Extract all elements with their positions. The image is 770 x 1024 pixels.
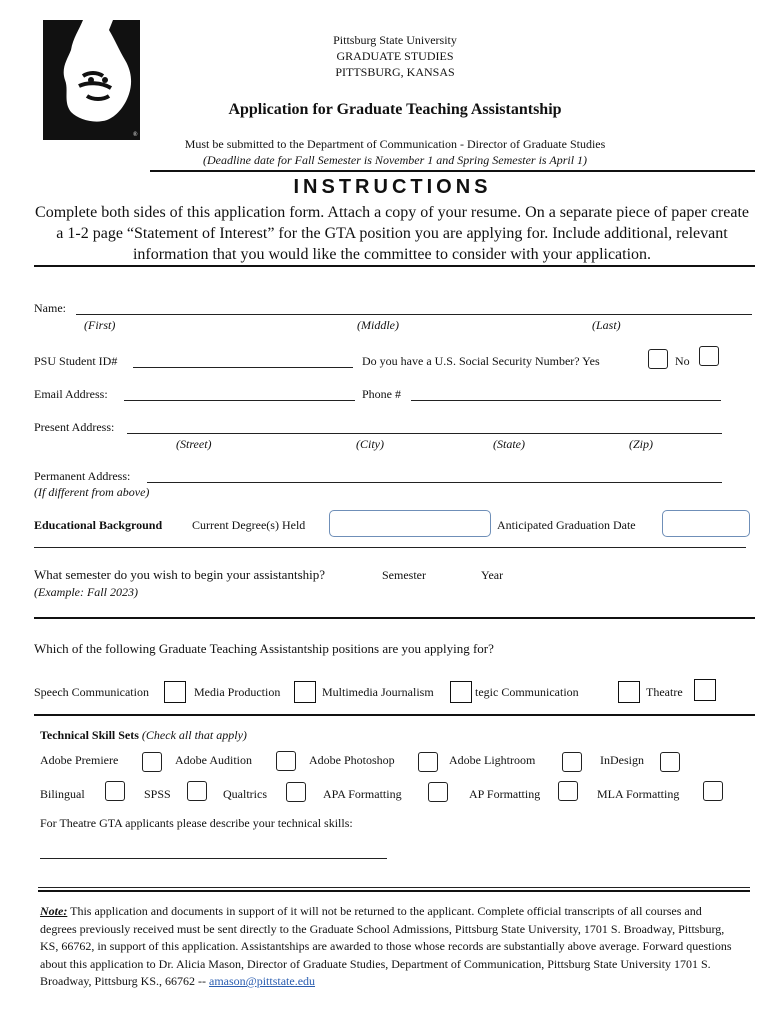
degree-label: Current Degree(s) Held [192, 518, 306, 532]
ssn-no-label: No [675, 354, 690, 368]
position-strategic-label: tegic Communication [475, 685, 579, 699]
positions-question: Which of the following Graduate Teaching Assistantship positions are you applying for? [34, 641, 494, 656]
skills-subheading: (Check all that apply) [141, 728, 247, 742]
email-input-line[interactable] [124, 400, 355, 401]
skill-lightroom-label: Adobe Lightroom [449, 753, 536, 767]
theatre-prompt: For Theatre GTA applicants please describe your technical skills: [40, 816, 353, 830]
department-name: GRADUATE STUDIES [336, 49, 454, 63]
student-id-input-line[interactable] [133, 367, 353, 368]
address-street-hint: (Street) [176, 437, 212, 451]
note-divider-1 [38, 887, 750, 888]
skill-qualtrics-label: Qualtrics [223, 787, 267, 801]
skill-bilingual-checkbox[interactable] [105, 781, 125, 801]
skill-apa-checkbox[interactable] [428, 782, 448, 802]
skill-audition-label: Adobe Audition [175, 753, 252, 767]
skill-qualtrics-checkbox[interactable] [286, 782, 306, 802]
ssn-yes-checkbox[interactable] [648, 349, 668, 369]
university-name: Pittsburg State University [333, 33, 457, 47]
position-speech-label: Speech Communication [34, 685, 149, 699]
present-address-input-line[interactable] [127, 433, 722, 434]
skill-bilingual-label: Bilingual [40, 787, 85, 801]
instructions-divider [34, 265, 755, 267]
skill-lightroom-checkbox[interactable] [562, 752, 582, 772]
skill-photoshop-checkbox[interactable] [418, 752, 438, 772]
note-divider-2 [38, 890, 750, 892]
position-media-label: Media Production [194, 685, 281, 699]
position-media-checkbox[interactable] [294, 681, 316, 703]
name-first-hint: (First) [84, 318, 116, 332]
skill-photoshop-label: Adobe Photoshop [309, 753, 395, 767]
position-theatre-label: Theatre [646, 685, 683, 699]
name-input-line[interactable] [76, 314, 752, 315]
deadline-note: (Deadline date for Fall Semester is November 1 and Spring Semester is April 1) [202, 153, 588, 167]
student-id-label: PSU Student ID# [34, 354, 118, 368]
name-last-hint: (Last) [592, 318, 621, 332]
address-state-hint: (State) [493, 437, 525, 451]
email-label: Email Address: [34, 387, 108, 401]
position-theatre-checkbox[interactable] [694, 679, 716, 701]
instructions-body: Complete both sides of this application form. Attach a copy of your resume. On a separate piece of paper create a 1-2 page “Statement of Interest” for the GTA position you are applying for. Include additional, relevant information that you would like the committee to consider with your application. [35, 204, 749, 263]
permanent-address-input-line[interactable] [147, 482, 722, 483]
skills-heading: Technical Skill Sets [40, 728, 139, 742]
name-label: Name: [34, 301, 66, 315]
skill-apa-label: APA Formatting [323, 787, 402, 801]
semester-question: What semester do you wish to begin your assistantship? [34, 567, 326, 582]
submit-note: Must be submitted to the Department of Communication - Director of Graduate Studies [184, 137, 606, 151]
positions-divider [34, 714, 755, 716]
grad-date-label: Anticipated Graduation Date [497, 518, 636, 532]
present-address-label: Present Address: [34, 420, 115, 434]
skill-ap-label: AP Formatting [469, 787, 541, 801]
year-label: Year [481, 568, 504, 582]
position-journalism-label: Multimedia Journalism [322, 685, 434, 699]
education-label: Educational Background [34, 518, 163, 532]
position-strategic-checkbox[interactable] [618, 681, 640, 703]
note-label: Note: [40, 904, 68, 918]
skill-premiere-checkbox[interactable] [142, 752, 162, 772]
skill-audition-checkbox[interactable] [276, 751, 296, 771]
skill-indesign-checkbox[interactable] [660, 752, 680, 772]
address-zip-hint: (Zip) [629, 437, 653, 451]
svg-text:®: ® [133, 132, 138, 138]
skill-mla-label: MLA Formatting [597, 787, 680, 801]
semester-label: Semester [382, 568, 426, 582]
skills-heading-row [40, 728, 247, 743]
semester-example: (Example: Fall 2023) [34, 585, 138, 599]
ssn-no-checkbox[interactable] [699, 346, 719, 366]
phone-input-line[interactable] [411, 400, 721, 401]
address-city-hint: (City) [356, 437, 384, 451]
note-text: This application and documents in support of it will not be returned to the applicant. Complete official transcripts of all courses and degrees previously received must be sent directly to the Graduate School Admissions, Pittsburg State University, 1701 S. Broadway, Pittsburg, KS, 66762, in support of this application. Assistantships are awarded to those whose records are substantially above average. Forward questions about this application to Dr. Alicia Mason, Director of Graduate Studies, Department of Communication, Pittsburg State University 1701 S. Broadway, Pittsburg KS., 66762 -- [40, 904, 732, 988]
header-block [0, 32, 770, 80]
skill-spss-checkbox[interactable] [187, 781, 207, 801]
skill-indesign-label: InDesign [600, 753, 644, 767]
theatre-skills-input-line[interactable] [40, 858, 387, 859]
skill-premiere-label: Adobe Premiere [40, 753, 119, 767]
skill-spss-label: SPSS [144, 787, 171, 801]
permanent-address-note: (If different from above) [34, 485, 150, 499]
instructions-heading: INSTRUCTIONS [293, 176, 492, 198]
position-speech-checkbox[interactable] [164, 681, 186, 703]
contact-email-link[interactable]: amason@pittstate.edu [209, 974, 316, 988]
skill-ap-checkbox[interactable] [558, 781, 578, 801]
ssn-question: Do you have a U.S. Social Security Number? Yes [362, 354, 600, 368]
semester-divider [34, 617, 755, 619]
phone-label: Phone # [362, 387, 401, 401]
location: PITTSBURG, KANSAS [335, 65, 455, 79]
grad-date-input[interactable] [662, 510, 750, 537]
position-journalism-checkbox[interactable] [450, 681, 472, 703]
note-paragraph [40, 903, 740, 991]
education-divider [34, 547, 746, 548]
form-title: Application for Graduate Teaching Assistantship [228, 101, 562, 118]
name-middle-hint: (Middle) [357, 318, 399, 332]
permanent-address-label: Permanent Address: [34, 469, 131, 483]
header-divider [150, 170, 755, 172]
skill-mla-checkbox[interactable] [703, 781, 723, 801]
degree-input[interactable] [329, 510, 491, 537]
